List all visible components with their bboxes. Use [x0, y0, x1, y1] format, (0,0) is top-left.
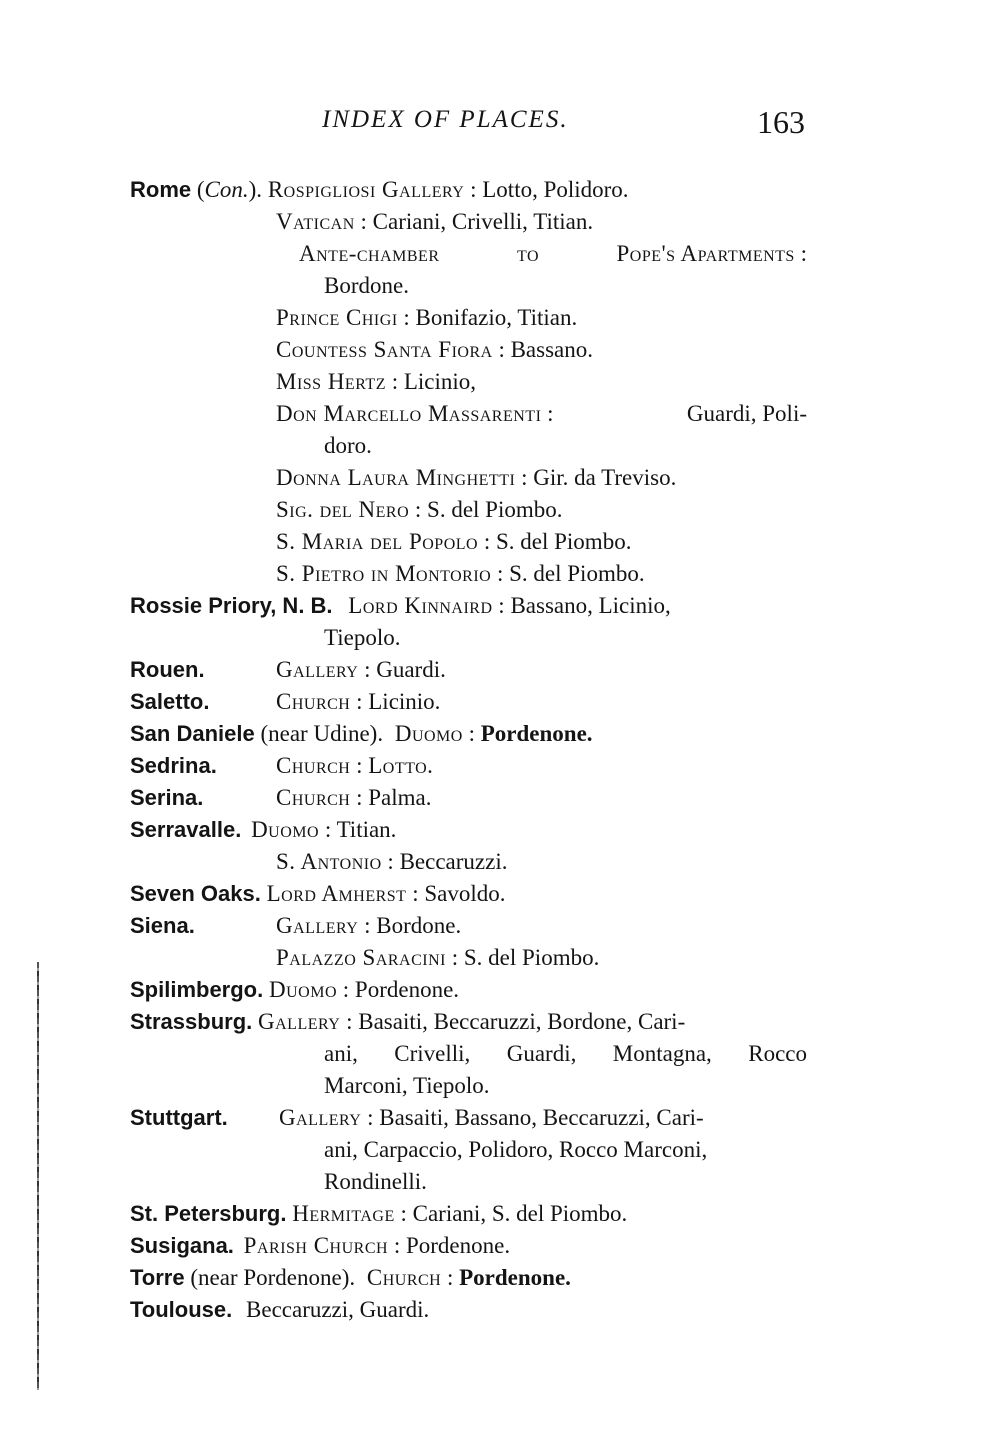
- index-subentry: Countess Santa Fiora : Bassano.: [276, 337, 594, 362]
- index-subentry: Prince Chigi : Bonifazio, Titian.: [276, 305, 578, 330]
- venue-name: Rospigliosi Gallery: [267, 177, 465, 202]
- place-name: Rome: [130, 177, 192, 202]
- index-subentry: S. Maria del Popolo : S. del Piombo.: [276, 529, 632, 554]
- continuation-line: Bordone.: [324, 273, 409, 298]
- index-entry-strassburg: Strassburg. Gallery : Basaiti, Beccaruzzi, Bordone, Cari-: [130, 1009, 686, 1034]
- index-entry-stuttgart: Stuttgart.: [130, 1105, 228, 1130]
- index-subentry: Sig. del Nero : S. del Piombo.: [276, 497, 563, 522]
- index-entry-toulouse: Toulouse. Beccaruzzi, Guardi.: [130, 1297, 430, 1322]
- index-subentry: Miss Hertz : Licinio,: [276, 369, 477, 394]
- index-entry-rouen: Rouen.: [130, 657, 205, 682]
- index-subentry: Church : Lotto.: [276, 753, 434, 778]
- index-subentry: Palazzo Saracini : S. del Piombo.: [276, 945, 600, 970]
- continuation-line: doro.: [324, 433, 372, 458]
- index-entry-rossie-priory: Rossie Priory, N. B. Lord Kinnaird : Bassano, Licinio,: [130, 593, 671, 618]
- index-entry-serravalle: Serravalle. Duomo : Titian.: [130, 817, 397, 842]
- scan-margin-edge: [37, 962, 39, 1390]
- running-header-title: INDEX OF PLACES.: [322, 106, 569, 133]
- index-subentry: Vatican : Cariani, Crivelli, Titian.: [276, 209, 594, 234]
- continuation-line: Rondinelli.: [324, 1169, 427, 1194]
- continuation-line: ani, Carpaccio, Polidoro, Rocco Marconi,: [324, 1137, 708, 1162]
- index-entry-st-petersburg: St. Petersburg. Hermitage : Cariani, S. del Piombo.: [130, 1201, 628, 1226]
- index-entry-rome: Rome (Con.). Rospigliosi Gallery : Lotto, Polidoro.: [130, 177, 629, 202]
- index-subentry: Church : Licinio.: [276, 689, 441, 714]
- index-entry-susigana: Susigana. Parish Church : Pordenone.: [130, 1233, 511, 1258]
- continuation-line: Marconi, Tiepolo.: [324, 1073, 490, 1098]
- page-number: 163: [757, 104, 805, 140]
- index-entry-siena: Siena.: [130, 913, 195, 938]
- index-subentry: Gallery : Bordone.: [276, 913, 462, 938]
- continuation-line: ani, Crivelli, Guardi, Montagna, Rocco: [324, 1041, 807, 1066]
- index-entry-sedrina: Sedrina.: [130, 753, 217, 778]
- index-entry-san-daniele: San Daniele (near Udine). Duomo : Pordenone.: [130, 721, 593, 746]
- index-subentry: Donna Laura Minghetti : Gir. da Treviso.: [276, 465, 677, 490]
- index-subentry: S. Pietro in Montorio : S. del Piombo.: [276, 561, 645, 586]
- index-entry-spilimbergo: Spilimbergo. Duomo : Pordenone.: [130, 977, 460, 1002]
- artist-list: Lotto, Polidoro.: [482, 177, 629, 202]
- index-subentry: Don Marcello Massarenti : Guardi, Poli-: [276, 401, 807, 426]
- index-subentry: S. Antonio : Beccaruzzi.: [276, 849, 508, 874]
- index-entry-torre: Torre (near Pordenone). Church : Pordenone.: [130, 1265, 571, 1290]
- index-entry-serina: Serina.: [130, 785, 204, 810]
- index-entry-seven-oaks: Seven Oaks. Lord Amherst : Savoldo.: [130, 881, 506, 906]
- index-subentry: Church : Palma.: [276, 785, 432, 810]
- index-subentry: Ante-chamber to Pope's Apartments :: [299, 241, 807, 266]
- index-subentry: Gallery : Guardi.: [276, 657, 446, 682]
- continuation-line: Tiepolo.: [324, 625, 401, 650]
- index-subentry: Gallery : Basaiti, Bassano, Beccaruzzi, Cari-: [279, 1105, 704, 1130]
- index-entry-saletto: Saletto.: [130, 689, 210, 714]
